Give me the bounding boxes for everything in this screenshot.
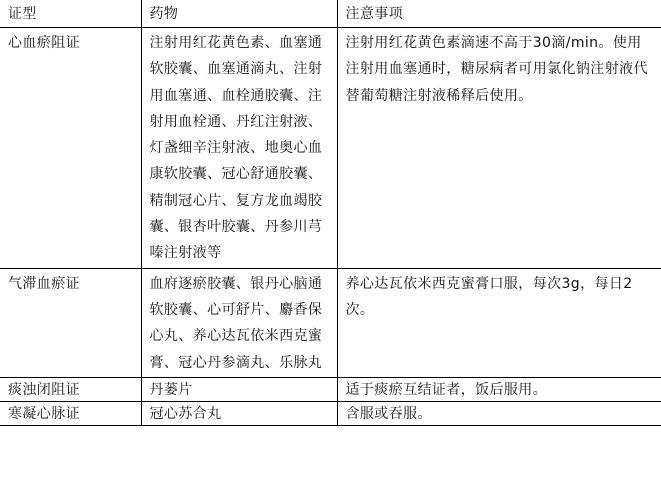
header-notes: 注意事项: [337, 0, 661, 28]
table-row: [0, 377, 661, 401]
table-row: [0, 401, 661, 425]
header-drugs: 药物: [141, 0, 337, 28]
notes-cell: 注射用红花黄色素滴速不高于30滴/min。使用注射用血塞通时，糖尿病者可用氯化钠注射液代替葡萄糖注射液稀释后使用。: [337, 28, 661, 269]
syndrome-cell: 寒凝心脉证: [0, 401, 141, 425]
syndrome-cell: 心血瘀阻证: [0, 28, 141, 269]
header-syndrome: 证型: [0, 0, 141, 28]
notes-cell: 含服或吞服。: [337, 401, 661, 425]
syndrome-cell: 痰浊闭阻证: [0, 377, 141, 401]
drugs-cell: 血府逐瘀胶囊、银丹心脑通软胶囊、心可舒片、麝香保心丸、养心达瓦依米西克蜜膏、冠心丹参滴丸、乐脉丸: [141, 268, 337, 377]
notes-cell: 养心达瓦依米西克蜜膏口服，每次3g，每日2次。: [337, 268, 661, 377]
drugs-cell: 注射用红花黄色素、血塞通软胶囊、血塞通滴丸、注射用血塞通、血栓通胶囊、注射用血栓通、丹红注射液、灯盏细辛注射液、地奥心血康软胶囊、冠心舒通胶囊、精制冠心片、复方龙血竭胶囊、银杏叶胶囊、丹参川芎嗪注射液等: [141, 28, 337, 269]
drugs-cell: 丹蒌片: [141, 377, 337, 401]
table-row: [0, 268, 661, 377]
syndrome-cell: 气滞血瘀证: [0, 268, 141, 377]
table-row: [0, 28, 661, 269]
notes-cell: 适于痰瘀互结证者，饭后服用。: [337, 377, 661, 401]
drugs-cell: 冠心苏合丸: [141, 401, 337, 425]
table-header-row: [0, 0, 661, 28]
